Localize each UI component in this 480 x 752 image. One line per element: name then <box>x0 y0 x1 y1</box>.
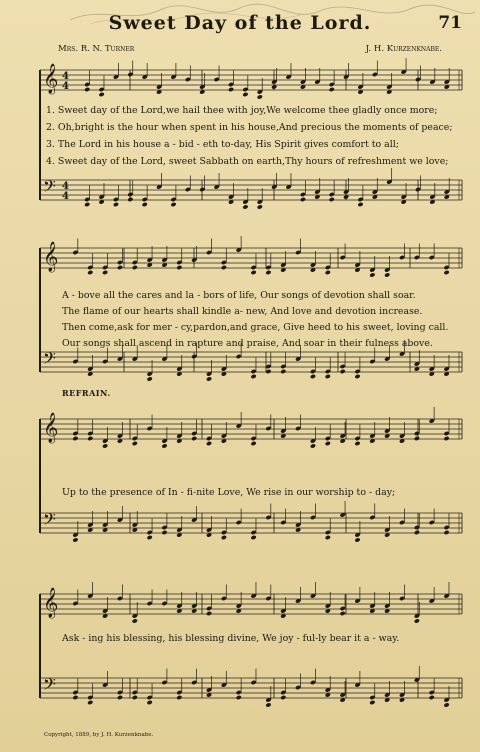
note-head <box>221 265 227 270</box>
note-head <box>132 695 138 700</box>
verse-line-4: Our songs shall ascend in rapture and praise, And soar in their fulness above. <box>62 338 433 349</box>
verse-line-2: 2. Oh,bright is the hour when spent in his house,And precious the moments of peace; <box>46 122 453 133</box>
music-system-3 <box>34 405 464 555</box>
composer-credit: J. H. Kurzenknabe. <box>365 44 442 54</box>
staff-notation <box>34 405 464 555</box>
author-credit: Mrs. R. N. Turner <box>58 44 135 54</box>
note-head <box>310 443 316 448</box>
hymn-title: Sweet Day of the Lord. <box>108 12 372 34</box>
time-signature: 4 <box>62 191 69 202</box>
note-head <box>221 535 227 540</box>
note-head <box>325 441 331 446</box>
note-head <box>142 202 148 207</box>
note-head <box>228 87 234 92</box>
treble-clef-icon: 𝄞 <box>43 588 59 618</box>
treble-clef-icon: 𝄞 <box>43 242 59 272</box>
note-head <box>250 270 256 275</box>
note-head <box>325 270 331 275</box>
note-head <box>325 374 331 379</box>
note-head <box>280 695 286 700</box>
bass-clef-icon: 𝄢 <box>43 509 56 533</box>
note-head <box>414 618 420 623</box>
note-head <box>443 436 449 441</box>
note-head <box>87 270 93 275</box>
verse-line-1: A - bove all the cares and la - bors of life, Our songs of devotion shall soar. <box>62 290 416 301</box>
staff-notation <box>34 58 464 218</box>
note-head <box>236 695 242 700</box>
note-head <box>310 374 316 379</box>
note-head <box>127 197 133 202</box>
note-head <box>280 369 286 374</box>
note-head <box>340 611 346 616</box>
bass-staff <box>40 666 462 708</box>
note-head <box>414 436 420 441</box>
note-head <box>191 436 197 441</box>
music-system-1 <box>34 58 464 218</box>
note-head <box>250 374 256 379</box>
note-head <box>265 270 271 275</box>
note-head <box>325 535 331 540</box>
treble-staff <box>40 236 462 278</box>
note-head <box>161 530 167 535</box>
time-signature: 4 <box>62 81 69 92</box>
note-head <box>147 535 153 540</box>
note-head <box>340 369 346 374</box>
note-head <box>369 272 375 277</box>
note-head <box>329 197 335 202</box>
note-head <box>384 272 390 277</box>
time-signature: 4 <box>62 181 69 192</box>
bass-staff <box>40 501 462 543</box>
note-head <box>87 700 93 705</box>
note-head <box>354 537 360 542</box>
note-head <box>176 265 182 270</box>
note-head <box>414 530 420 535</box>
copyright-notice: Copyright, 1889, by J. H. Kurzenknabe. <box>44 732 154 738</box>
note-head <box>117 265 123 270</box>
note-head <box>98 92 104 97</box>
time-signature: 4 <box>62 71 69 82</box>
treble-staff <box>40 407 462 449</box>
note-head <box>369 700 375 705</box>
page-number: 71 <box>438 13 462 33</box>
note-head <box>257 94 263 99</box>
bass-staff <box>40 168 462 210</box>
note-head <box>72 537 78 542</box>
note-head <box>250 441 256 446</box>
note-head <box>329 87 335 92</box>
note-head <box>206 611 212 616</box>
note-head <box>102 443 108 448</box>
note-head <box>113 202 119 207</box>
bass-clef-icon: 𝄢 <box>43 176 56 200</box>
note-head <box>354 441 360 446</box>
treble-staff <box>40 582 462 624</box>
note-head <box>176 695 182 700</box>
note-head <box>242 204 248 209</box>
note-head <box>300 197 306 202</box>
note-head <box>206 376 212 381</box>
bass-clef-icon: 𝄢 <box>43 674 56 698</box>
note-head <box>443 270 449 275</box>
note-head <box>357 202 363 207</box>
note-head <box>443 702 449 707</box>
treble-staff <box>40 58 462 100</box>
note-head <box>250 535 256 540</box>
refrain-label: REFRAIN. <box>62 388 111 398</box>
note-head <box>443 530 449 535</box>
note-head <box>84 202 90 207</box>
note-head <box>87 436 93 441</box>
treble-clef-icon: 𝄞 <box>43 413 59 443</box>
note-head <box>102 270 108 275</box>
staff-notation <box>34 588 464 728</box>
note-head <box>242 92 248 97</box>
note-head <box>132 441 138 446</box>
note-head <box>354 374 360 379</box>
note-head <box>161 443 167 448</box>
verse-line-1: Up to the presence of In - fi-nite Love, We rise in our worship to - day; <box>62 487 396 498</box>
verse-line-2: The flame of our hearts shall kindle a- new, And love and devotion increase. <box>62 306 423 317</box>
note-head <box>147 376 153 381</box>
bass-clef-icon: 𝄢 <box>43 348 56 372</box>
note-head <box>265 702 271 707</box>
verse-line-3: Then come,ask for mer - cy,pardon,and grace, Give heed to his sweet, loving call. <box>62 322 449 333</box>
note-head <box>72 436 78 441</box>
note-head <box>84 87 90 92</box>
note-head <box>132 265 138 270</box>
verse-line-1: Ask - ing his blessing, his blessing divine, We joy - ful-ly bear it a - way. <box>62 633 400 644</box>
verse-line-1: 1. Sweet day of the Lord,we hail thee with joy,We welcome thee gladly once more; <box>46 105 438 116</box>
treble-clef-icon: 𝄞 <box>43 64 59 94</box>
note-head <box>147 700 153 705</box>
note-head <box>429 695 435 700</box>
note-head <box>132 618 138 623</box>
verse-line-4: 4. Sweet day of the Lord, sweet Sabbath on earth,Thy hours of refreshment we love; <box>46 156 449 167</box>
verse-line-3: 3. The Lord in his house a - bid - eth to-day, His Spirit gives comfort to all; <box>46 139 399 150</box>
music-system-4 <box>34 588 464 728</box>
note-head <box>257 204 263 209</box>
note-head <box>206 441 212 446</box>
note-head <box>72 695 78 700</box>
note-head <box>170 202 176 207</box>
note-head <box>117 695 123 700</box>
